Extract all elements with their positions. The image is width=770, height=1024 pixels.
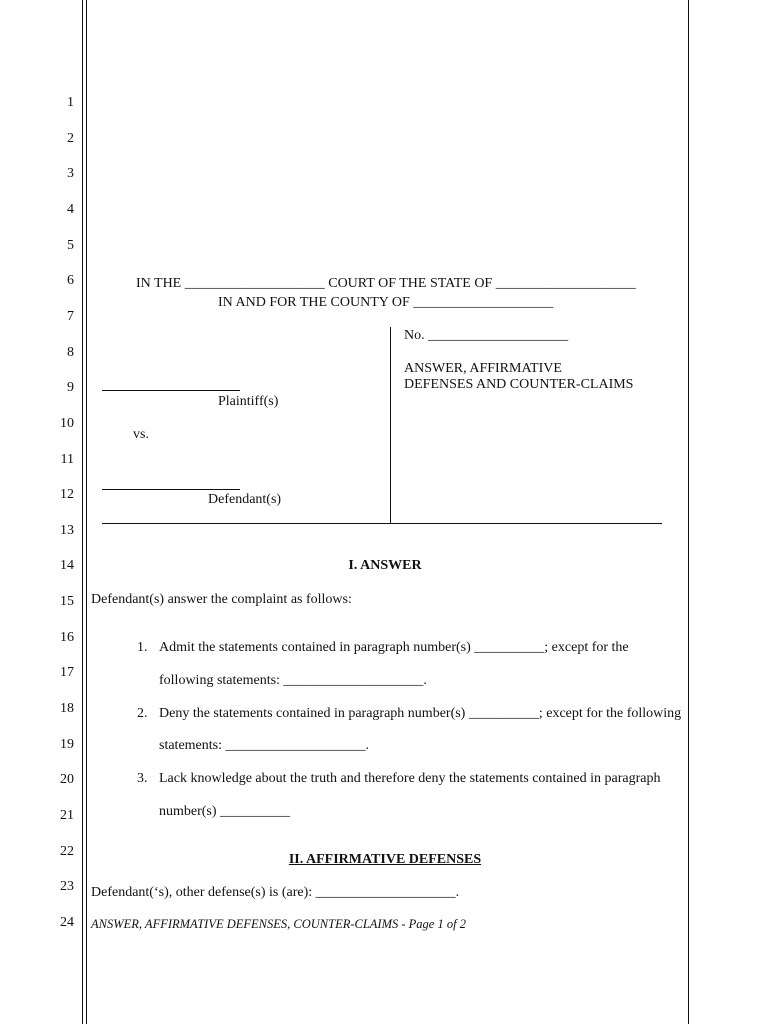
- left-margin-rule-inner: [86, 0, 87, 1024]
- line-number: 22: [60, 843, 74, 859]
- line-number: 9: [67, 380, 74, 396]
- county-line: IN AND FOR THE COUNTY OF ____________________: [218, 295, 554, 310]
- line-number: 6: [67, 273, 74, 289]
- line-number: 19: [60, 736, 74, 752]
- defendant-label: Defendant(s): [208, 492, 282, 507]
- line-number: 12: [60, 487, 74, 503]
- left-margin-rule-outer: [82, 0, 83, 1024]
- right-margin-rule: [688, 0, 689, 1024]
- caption-bottom-rule: [102, 523, 662, 524]
- line-number: 14: [60, 558, 74, 574]
- court-line: IN THE ____________________ COURT OF THE STATE OF ____________________: [136, 276, 636, 291]
- answer-intro: Defendant(s) answer the complaint as follows:: [91, 592, 352, 607]
- other-defenses-line: Defendant(‘s), other defense(s) is (are): ____________________.: [91, 885, 460, 900]
- item-3-line-1: Lack knowledge about the truth and therefore deny the statements contained in paragraph: [159, 771, 661, 786]
- line-number: 10: [60, 415, 74, 431]
- line-number: 1: [67, 95, 74, 110]
- item-1-line-2: following statements: ____________________.: [159, 673, 427, 688]
- item-3-number: 3.: [137, 771, 148, 786]
- document-title-line-1: ANSWER, AFFIRMATIVE: [404, 361, 562, 376]
- caption-divider: [390, 327, 391, 524]
- item-1-number: 1.: [137, 640, 148, 655]
- line-number: 24: [60, 914, 74, 930]
- plaintiff-blank: [102, 390, 240, 391]
- line-number: 21: [60, 808, 74, 823]
- defendant-blank: [102, 489, 240, 490]
- versus-label: vs.: [133, 427, 149, 442]
- line-number: 3: [67, 166, 74, 182]
- item-3-line-2: number(s) __________: [159, 804, 291, 819]
- section-heading-answer: I. ANSWER: [348, 558, 422, 573]
- item-2-number: 2.: [137, 706, 148, 721]
- line-number: 13: [60, 522, 74, 538]
- line-number: 23: [60, 879, 74, 895]
- item-2-line-2: statements: ____________________.: [159, 738, 369, 753]
- line-number: 8: [67, 344, 74, 360]
- line-number: 18: [60, 701, 74, 717]
- line-number: 4: [67, 201, 74, 217]
- line-number: 15: [60, 594, 74, 610]
- document-title-line-2: DEFENSES AND COUNTER-CLAIMS: [404, 377, 634, 392]
- section-heading-affirmative-defenses: II. AFFIRMATIVE DEFENSES: [288, 852, 482, 867]
- case-number: No. ____________________: [404, 328, 569, 343]
- line-number: 7: [67, 308, 74, 324]
- line-number: 11: [60, 451, 74, 467]
- item-2-line-1: Deny the statements contained in paragraph number(s) __________; except for the following: [159, 706, 682, 721]
- item-1-line-1: Admit the statements contained in paragraph number(s) __________; except for the: [159, 640, 629, 655]
- line-number: 5: [67, 237, 74, 253]
- line-number: 2: [67, 130, 74, 146]
- plaintiff-label: Plaintiff(s): [218, 394, 279, 409]
- line-number: 16: [60, 629, 74, 645]
- line-number: 20: [60, 772, 74, 788]
- line-number: 17: [60, 665, 74, 681]
- page-footer: ANSWER, AFFIRMATIVE DEFENSES, COUNTER-CLAIMS - Page 1 of 2: [91, 917, 466, 931]
